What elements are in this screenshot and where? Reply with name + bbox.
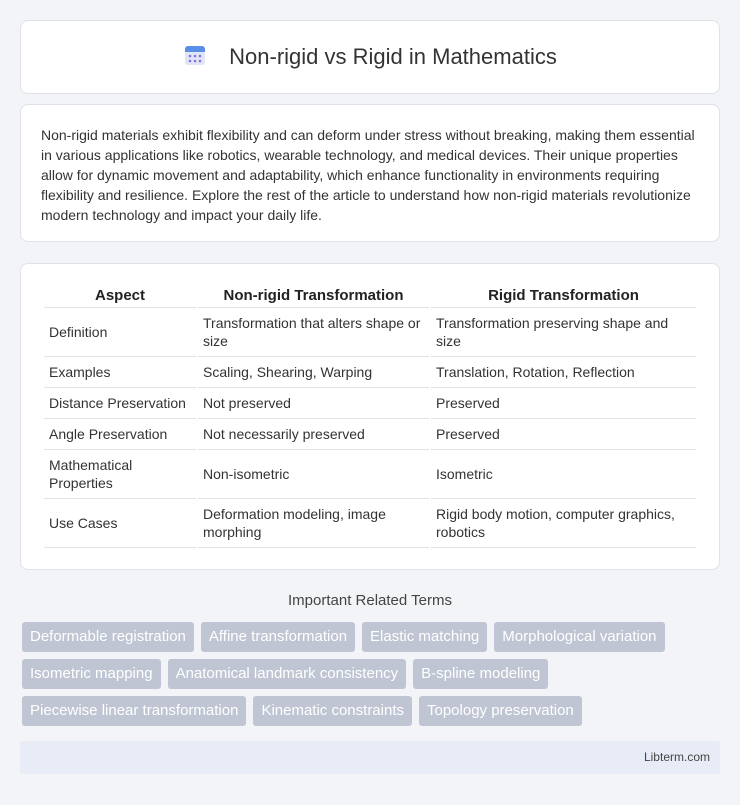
header — [183, 43, 557, 72]
related-terms-list — [22, 622, 722, 733]
table-cell-non-rigid: Deformation modeling, image morphing — [198, 499, 429, 548]
table-cell-non-rigid: Scaling, Shearing, Warping — [198, 357, 429, 388]
table-cell-aspect: Use Cases — [44, 499, 196, 548]
table-row — [44, 357, 696, 388]
table-cell-aspect: Mathematical Properties — [44, 450, 196, 499]
table-row — [44, 499, 696, 548]
tag-row — [22, 696, 722, 726]
footer — [20, 741, 720, 774]
table-cell-rigid: Preserved — [431, 388, 696, 419]
table-cell-aspect: Angle Preservation — [44, 419, 196, 450]
table-cell-rigid: Rigid body motion, computer graphics, robotics — [431, 499, 696, 548]
related-terms-title: Important Related Terms — [288, 592, 452, 609]
tag-anatomical-landmark-consistency[interactable]: Anatomical landmark consistency — [168, 659, 407, 689]
table-cell-non-rigid: Not preserved — [198, 388, 429, 419]
header-card — [20, 20, 720, 94]
tag-morphological-variation[interactable]: Morphological variation — [494, 622, 664, 652]
tag-kinematic-constraints[interactable]: Kinematic constraints — [253, 696, 412, 726]
table-cell-aspect: Distance Preservation — [44, 388, 196, 419]
tag-isometric-mapping[interactable]: Isometric mapping — [22, 659, 161, 689]
table-cell-rigid: Transformation preserving shape and size — [431, 308, 696, 357]
table-cell-non-rigid: Transformation that alters shape or size — [198, 308, 429, 357]
table-cell-non-rigid: Not necessarily preserved — [198, 419, 429, 450]
tag-elastic-matching[interactable]: Elastic matching — [362, 622, 487, 652]
tag-row — [22, 659, 722, 689]
tag-b-spline-modeling[interactable]: B-spline modeling — [413, 659, 548, 689]
table-cell-aspect: Examples — [44, 357, 196, 388]
tag-piecewise-linear-transformation[interactable]: Piecewise linear transformation — [22, 696, 246, 726]
tag-topology-preservation[interactable]: Topology preservation — [419, 696, 582, 726]
table-row — [44, 419, 696, 450]
table-cell-aspect: Definition — [44, 308, 196, 357]
table-row — [44, 450, 696, 499]
page-title: Non-rigid vs Rigid in Mathematics — [229, 44, 557, 69]
calendar-icon — [183, 43, 207, 72]
table-cell-rigid: Preserved — [431, 419, 696, 450]
table-header-row — [44, 286, 696, 308]
table-row — [44, 388, 696, 419]
intro-card — [20, 104, 720, 242]
table-row — [44, 308, 696, 357]
footer-site-link[interactable]: Libterm.com — [643, 750, 710, 764]
table-header-aspect: Aspect — [44, 286, 196, 308]
comparison-table — [42, 286, 698, 548]
table-header-non-rigid: Non-rigid Transformation — [198, 286, 429, 308]
table-cell-rigid: Translation, Rotation, Reflection — [431, 357, 696, 388]
tag-deformable-registration[interactable]: Deformable registration — [22, 622, 194, 652]
tag-affine-transformation[interactable]: Affine transformation — [201, 622, 355, 652]
table-cell-rigid: Isometric — [431, 450, 696, 499]
intro-text: Non-rigid materials exhibit flexibility and can deform under stress without breaking, making them essential in various applications like robotics, wearable technology, and medical devices. Their unique properties allow for dynamic movement and adaptability, which enhance functionality in environments requiring flexibility and resilience. Explore the rest of the article to understand how non-rigid materials revolutionize modern technology and impact your daily life. — [41, 127, 695, 223]
tag-row — [22, 622, 722, 652]
table-header-rigid: Rigid Transformation — [431, 286, 696, 308]
table-cell-non-rigid: Non-isometric — [198, 450, 429, 499]
comparison-table-card — [20, 263, 720, 570]
